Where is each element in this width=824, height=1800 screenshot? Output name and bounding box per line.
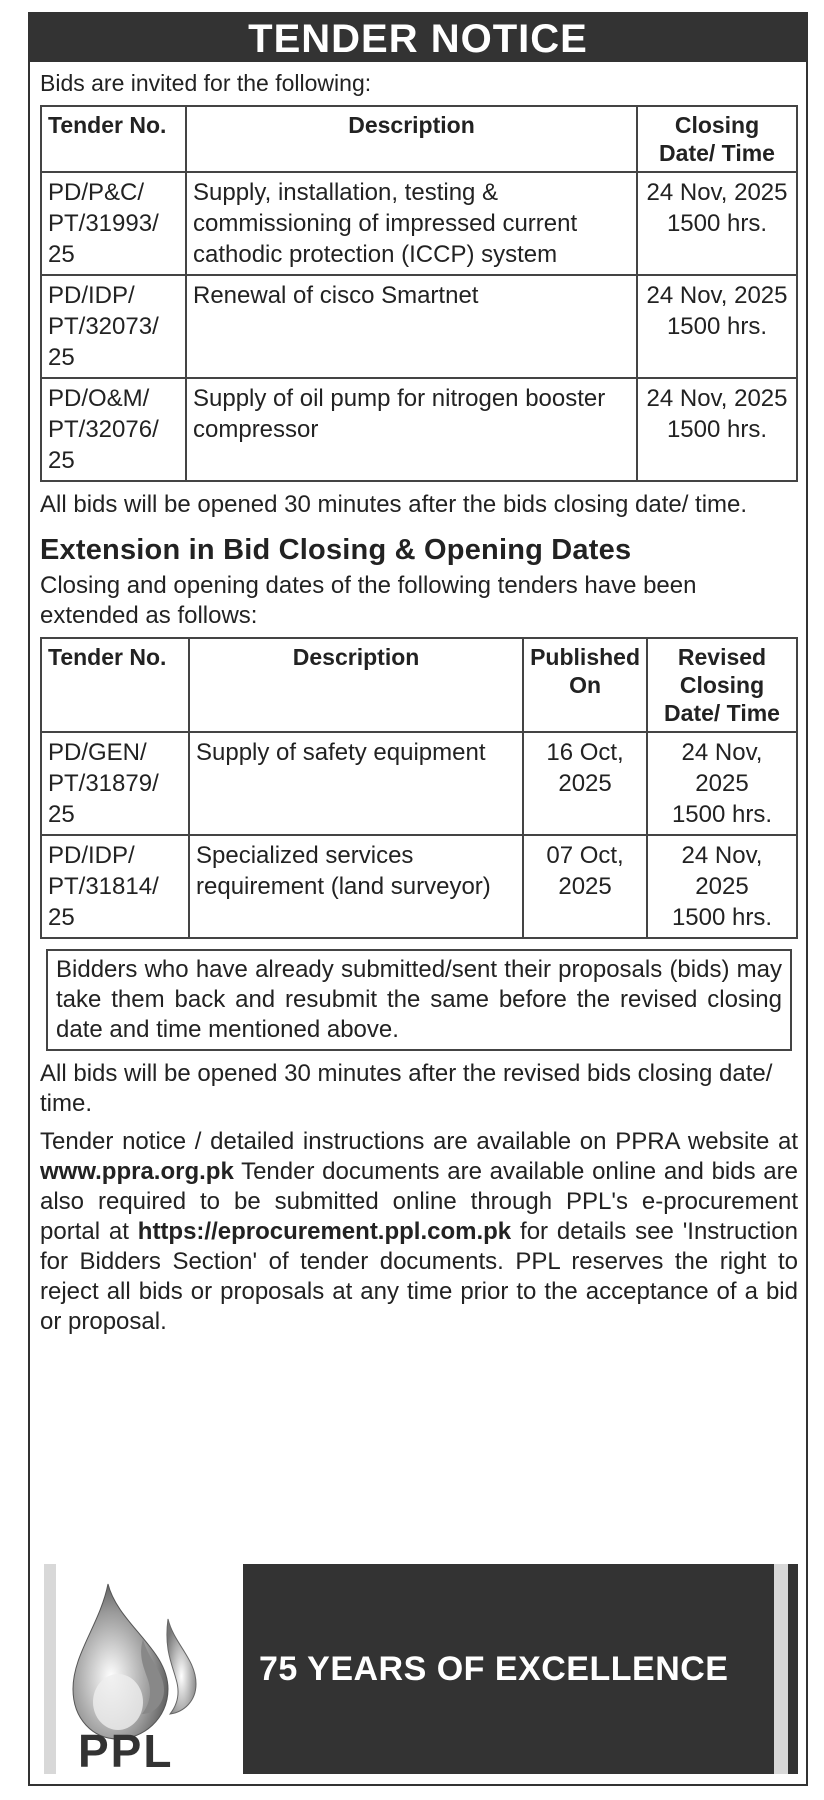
eprocurement-link[interactable]: https://eprocurement.ppl.com.pk xyxy=(137,1218,512,1245)
closing-date: 24 Nov, 2025 xyxy=(681,842,763,900)
tender-table xyxy=(40,105,798,482)
excellence-banner xyxy=(243,1564,798,1774)
closing-cell xyxy=(637,378,797,481)
tender-no: PD/IDP/ PT/32073/ 25 xyxy=(41,275,186,378)
tender-no: PD/IDP/ PT/31814/ 25 xyxy=(41,835,189,938)
table-row xyxy=(41,275,797,378)
ppra-link[interactable]: www.ppra.org.pk xyxy=(40,1158,234,1185)
closing-date: 24 Nov, 2025 xyxy=(681,739,763,797)
tender-description: Supply, installation, testing & commissioning of impressed current cathodic protection (ICCP) system xyxy=(186,172,637,275)
tender-description: Renewal of cisco Smartnet xyxy=(186,275,637,378)
published-on: 16 Oct, 2025 xyxy=(523,732,647,835)
tender-no: PD/GEN/ PT/31879/ 25 xyxy=(41,732,189,835)
closing-date: 24 Nov, 2025 xyxy=(646,282,788,309)
tender-no: PD/P&C/ PT/31993/ 25 xyxy=(41,172,186,275)
closing-time: 1500 hrs. xyxy=(671,801,773,828)
banner-text: 75 YEARS OF EXCELLENCE xyxy=(259,1649,729,1688)
col-tender-no: Tender No. xyxy=(41,106,186,172)
notice-title: TENDER NOTICE xyxy=(30,14,806,62)
closing-cell xyxy=(637,275,797,378)
table-row xyxy=(41,172,797,275)
col-description: Description xyxy=(189,638,523,732)
table-row xyxy=(41,835,797,938)
tender-no: PD/O&M/ PT/32076/ 25 xyxy=(41,378,186,481)
closing-time: 1500 hrs. xyxy=(666,416,768,443)
closing-cell xyxy=(647,732,797,835)
col-closing: Closing Date/ Time xyxy=(637,106,797,172)
closing-date: 24 Nov, 2025 xyxy=(646,385,788,412)
instructions-text: Tender notice / detailed instructions are available on PPRA website at www.ppra.org.pk Tender documents are available online and bids are also required to be submitted online through PPL's e-procurement portal at https://eprocurement.ppl.com.pk for details see 'Instruction for Bidders Section' of tender documents. PPL reserves the right to reject all bids or proposals at any time prior to the acceptance of a bid or proposal. xyxy=(40,1128,798,1335)
table-row xyxy=(41,732,797,835)
intro-text: Bids are invited for the following: xyxy=(40,70,372,96)
published-on: 07 Oct, 2025 xyxy=(523,835,647,938)
closing-cell xyxy=(637,172,797,275)
logo-text: PPL xyxy=(78,1725,174,1777)
extension-intro: Closing and opening dates of the following tenders have been extended as follows: xyxy=(40,572,697,629)
col-tender-no: Tender No. xyxy=(41,638,189,732)
closing-time: 1500 hrs. xyxy=(671,904,773,931)
ppl-logo xyxy=(38,1564,243,1777)
tender-description: Supply of safety equipment xyxy=(189,732,523,835)
closing-date: 24 Nov, 2025 xyxy=(646,179,788,206)
col-revised-closing: Revised Closing Date/ Time xyxy=(647,638,797,732)
opening-note-revised: All bids will be opened 30 minutes after the revised bids closing date/ time. xyxy=(40,1060,773,1117)
col-description: Description xyxy=(186,106,637,172)
extension-title: Extension in Bid Closing & Opening Dates xyxy=(40,534,632,566)
extension-table xyxy=(40,637,798,939)
tender-description: Supply of oil pump for nitrogen booster compressor xyxy=(186,378,637,481)
resubmit-note: Bidders who have already submitted/sent their proposals (bids) may take them back and resubmit the same before the revised closing date and time mentioned above. xyxy=(46,949,792,1051)
closing-time: 1500 hrs. xyxy=(666,313,768,340)
tender-description: Specialized services requirement (land surveyor) xyxy=(189,835,523,938)
closing-time: 1500 hrs. xyxy=(666,210,768,237)
table-row xyxy=(41,378,797,481)
footer xyxy=(38,1564,798,1777)
col-published: Published On xyxy=(523,638,647,732)
opening-note: All bids will be opened 30 minutes after the bids closing date/ time. xyxy=(40,491,748,518)
closing-cell xyxy=(647,835,797,938)
tender-notice xyxy=(28,12,808,1786)
